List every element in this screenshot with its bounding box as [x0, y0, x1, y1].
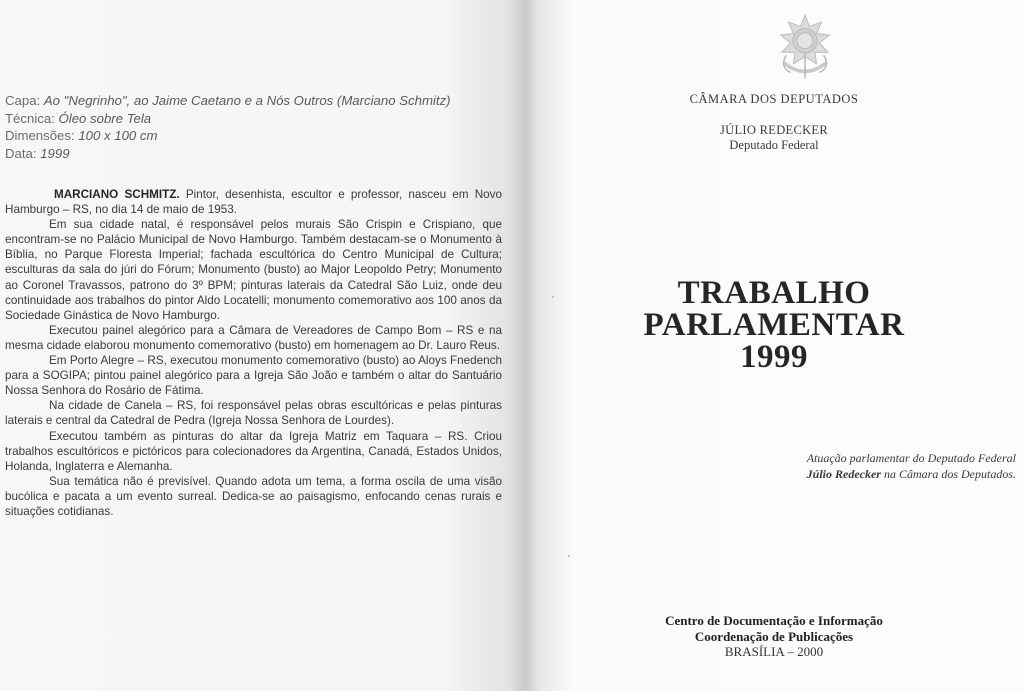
imprint-line-1: Centro de Documentação e Informação: [665, 613, 883, 628]
bio-paragraph-3: Executou painel alegórico para a Câmara de Vereadores de Campo Bom – RS e na mesma cidade elaborou monumento comemorativo (busto) em homenagem ao Dr. Lauro Reus.: [5, 323, 502, 352]
bio-paragraph-7: Sua temática não é previsível. Quando adota um tema, a forma oscila de uma visão bucólica e pacata a um evento surreal. Dedica-se ao paisagismo, enfocando cenas rurais e situações cotidianas.: [5, 474, 502, 518]
publisher-imprint: [524, 613, 1024, 660]
deputy-name: JÚLIO REDECKER: [719, 123, 828, 137]
bio-paragraph-5: Na cidade de Canela – RS, foi responsável pelas obras escultóricas e pelas pinturas laterais e central da Catedral de Pedra (Igreja Nossa Senhora de Lourdes).: [5, 399, 502, 428]
bio-paragraph-1-text: Pintor, desenhista, escultor e professor, nasceu em Novo Hamburgo – RS, no dia 14 de maio de 1953.: [5, 188, 502, 217]
technique-label: Técnica:: [5, 110, 55, 126]
dimensions-value: 100 x 100 cm: [78, 128, 158, 143]
deputy-role: Deputado Federal: [729, 138, 819, 152]
artist-biography: [5, 187, 502, 519]
imprint-line-3: BRASÍLIA – 2000: [724, 644, 824, 659]
imprint-line-2: Coordenação de Publicações: [694, 628, 854, 644]
bio-paragraph-1: [5, 187, 502, 217]
document-title: [524, 277, 1024, 373]
cover-label: Capa:: [5, 93, 41, 108]
paper-speck: [568, 555, 570, 557]
dimensions-row: [5, 127, 515, 145]
subtitle-line-1: Atuação parlamentar do Deputado Federal: [806, 451, 1016, 465]
date-row: [5, 145, 515, 163]
technique-row: [5, 110, 515, 128]
subtitle-rest: na Câmara dos Deputados.: [883, 467, 1016, 481]
cover-title: Ao "Negrinho", ao Jaime Caetano e a Nós Outros (Marciano Schmitz): [43, 93, 451, 108]
bio-paragraph-2: Em sua cidade natal, é responsável pelos murais São Crispin e Crispiano, que encontram-se no Palácio Municipal de Novo Hamburgo. Também destacam-se o Monumento à Bíblia, no Parque Floresta Imperial; fachada escultórica do Centro Municipal de Cultura; esculturas da sala do júri do Fórum; Monumento (busto) ao Major Leopoldo Petry; Monumento ao Coronel Travassos, patrono do 3º BPM; pinturas laterais da Catedral São Luiz, onde deu continuidade aos trabalhos do pintor Aldo Locatelli; monumento comemorativo aos 100 anos da Sociedade Ginástica de Novo Hamburgo.: [5, 218, 502, 322]
subtitle-deputy-name: Júlio Redecker: [806, 467, 881, 481]
subtitle-line-2: [696, 466, 1016, 482]
title-line-2: PARLAMENTAR: [643, 307, 905, 343]
title-line-1: TRABALHO: [677, 275, 871, 311]
date-value: 1999: [40, 145, 70, 161]
date-label: Data:: [5, 145, 37, 161]
artist-name: MARCIANO SCHMITZ.: [54, 188, 180, 201]
document-subtitle: [696, 450, 1016, 482]
technique-value: Óleo sobre Tela: [58, 110, 152, 126]
right-page: [524, 0, 1024, 691]
cover-credits: [5, 92, 515, 162]
paper-speck: [552, 296, 554, 298]
dimensions-label: Dimensões:: [5, 128, 75, 143]
cover-credit-row: [5, 92, 515, 110]
bio-paragraph-6: Executou também as pinturas do altar da Igreja Matriz em Taquara – RS. Criou trabalhos escultóricos e pictóricos para colecionadores da Argentina, Canadá, Estados Unidos, Holanda, Inglaterra e Alemanha.: [5, 429, 502, 473]
coat-of-arms-icon: [769, 12, 841, 84]
title-year: 1999: [740, 339, 808, 375]
bio-paragraph-4: Em Porto Alegre – RS, executou monumento comemorativo (busto) ao Aloys Fnedench para a SOGIPA; pintou painel alegórico para a Igreja São João e também o altar do Santuário Nossa Senhora do Rosário de Fátima.: [5, 354, 502, 398]
institution-name: CÂMARA DOS DEPUTADOS: [689, 92, 859, 106]
